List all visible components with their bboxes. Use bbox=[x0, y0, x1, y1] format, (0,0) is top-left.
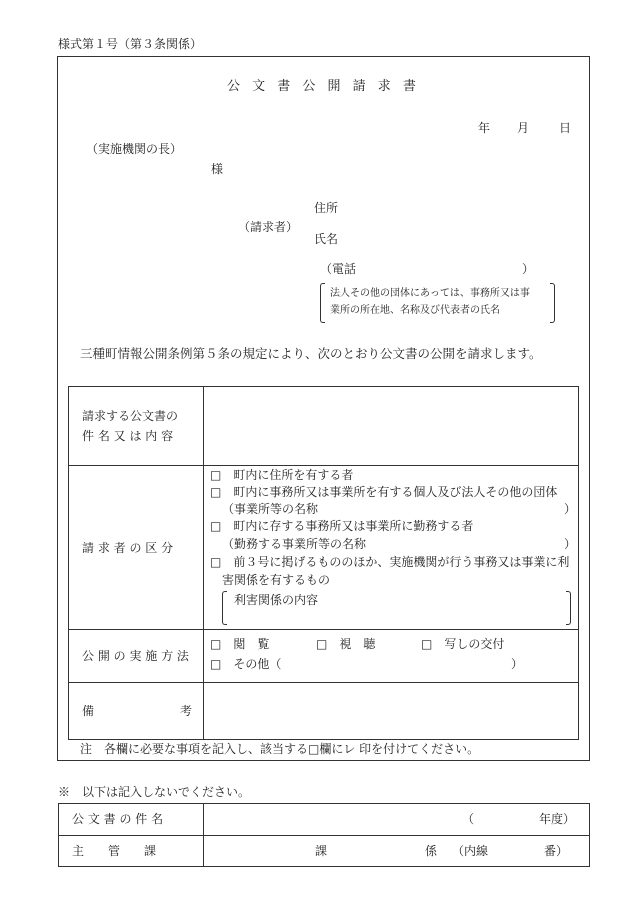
office-row2-sub: 係 bbox=[425, 844, 438, 858]
statement: 三種町情報公開条例第５条の規定により、次のとおり公文書の公開を請求します。 bbox=[80, 346, 542, 361]
office-table-row-divider bbox=[58, 835, 590, 836]
interest-content-label: 利害関係の内容 bbox=[234, 593, 319, 607]
method-other-open[interactable]: □ その他（ bbox=[210, 657, 282, 671]
method-other-close: ） bbox=[511, 657, 524, 671]
office-row1-label: 公 文 書 の 件 名 bbox=[72, 812, 164, 826]
remarks-value-area[interactable] bbox=[204, 683, 578, 739]
requester-type-interested-line2: 害関係を有するもの bbox=[222, 573, 331, 587]
row1-value-area[interactable] bbox=[204, 387, 578, 464]
method-view[interactable]: □ 閲 覧 bbox=[210, 637, 270, 651]
requester-type-worker[interactable]: □ 町内に存する事務所又は事業所に勤務する者 bbox=[210, 519, 474, 533]
form-number: 様式第１号（第３条関係） bbox=[58, 37, 203, 51]
form-title: 公 文 書 公 開 請 求 書 bbox=[227, 79, 420, 94]
corp-note-bracket-left bbox=[320, 283, 325, 323]
office-row2-label: 主 管 課 bbox=[72, 844, 157, 858]
phone-open: （電話 bbox=[320, 262, 357, 276]
corp-note-bracket-right bbox=[550, 283, 555, 323]
address-label: 住所 bbox=[314, 201, 339, 215]
addressee-head: （実施機関の長） bbox=[86, 142, 183, 156]
office-row1-year-open: （ bbox=[462, 812, 475, 826]
requester-type-resident[interactable]: □ 町内に住所を有する者 bbox=[210, 468, 354, 482]
office-row2-ext-close: 番） bbox=[544, 844, 569, 858]
interest-bracket-left bbox=[222, 591, 227, 625]
office-row2-ext-open: （内線 bbox=[452, 844, 489, 858]
note: 注 各欄に必要な事項を記入し、該当する□欄にレ 印を付けてください。 bbox=[80, 742, 480, 756]
requester-type-office-holder[interactable]: □ 町内に事務所又は事業所を有する個人及び法人その他の団体 bbox=[210, 485, 558, 499]
remarks-label-left: 備 bbox=[82, 704, 95, 718]
phone-close: ） bbox=[522, 262, 535, 276]
date-year: 年 bbox=[478, 121, 491, 135]
method-copy[interactable]: □ 写しの交付 bbox=[421, 637, 505, 651]
office-row2-section: 課 bbox=[315, 844, 328, 858]
row3-label: 公 開 の 実 施 方 法 bbox=[82, 649, 189, 663]
corp-note-line2: 業所の所在地、名称及び代表者の氏名 bbox=[330, 305, 500, 316]
name-label: 氏名 bbox=[314, 232, 339, 246]
request-table-row-divider-1 bbox=[68, 465, 579, 466]
row1-label-line1: 請求する公文書の bbox=[82, 409, 179, 423]
date-month: 月 bbox=[517, 121, 530, 135]
office-name-close: ） bbox=[564, 502, 577, 516]
request-table-row-divider-2 bbox=[68, 629, 579, 630]
workplace-name-close: ） bbox=[564, 537, 577, 551]
corp-note-line1: 法人その他の団体にあっては、事務所又は事 bbox=[330, 288, 530, 299]
date-day: 日 bbox=[559, 121, 572, 135]
office-name-open: （事業所等の名称 bbox=[222, 502, 319, 516]
interest-bracket-right bbox=[566, 591, 571, 625]
office-use-notice: ※ 以下は記入しないでください。 bbox=[58, 785, 251, 799]
workplace-name-open: （勤務する事業所等の名称 bbox=[222, 537, 367, 551]
requester-type-interested-line1[interactable]: □ 前３号に掲げるもののほか、実施機関が行う事務又は事業に利 bbox=[210, 555, 570, 569]
office-row1-year-close: 年度） bbox=[539, 812, 576, 826]
remarks-label-right: 考 bbox=[180, 704, 193, 718]
row1-label-line2: 件 名 又 は 内 容 bbox=[82, 429, 174, 443]
requester-label: （請求者） bbox=[238, 220, 299, 234]
method-listen[interactable]: □ 視 聴 bbox=[316, 637, 376, 651]
row2-label: 請 求 者 の 区 分 bbox=[82, 541, 174, 555]
addressee-honorific: 様 bbox=[211, 162, 224, 176]
